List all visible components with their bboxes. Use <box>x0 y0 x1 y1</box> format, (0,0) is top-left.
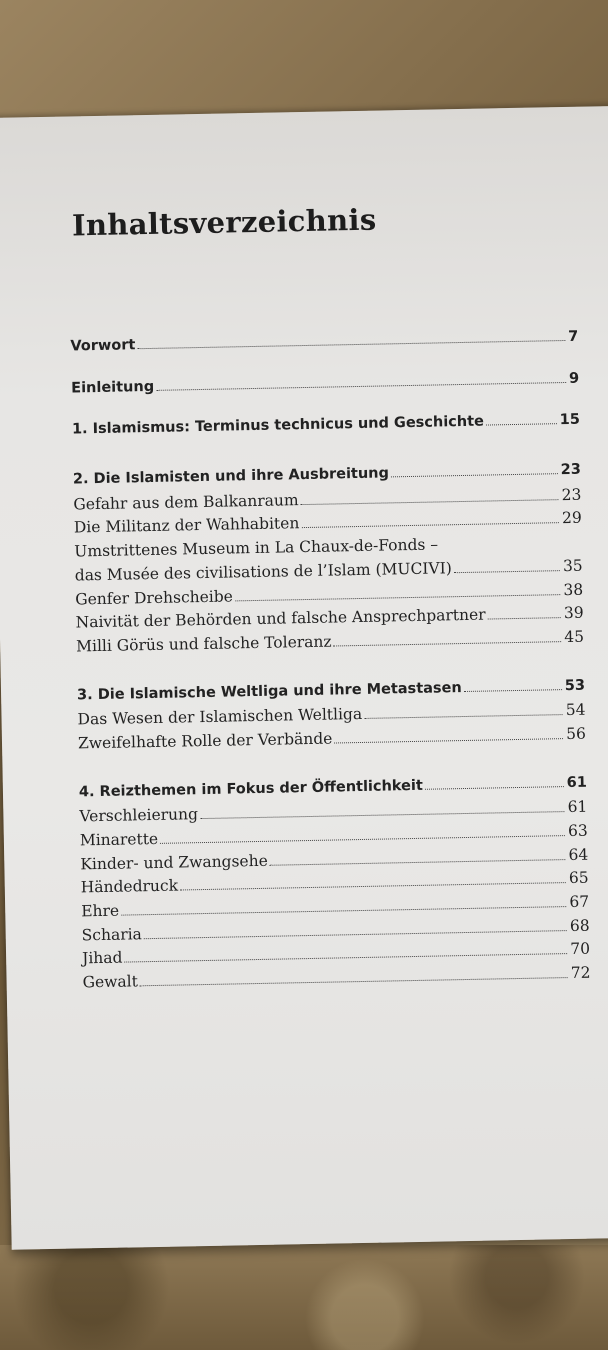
entry-page: 29 <box>561 509 582 528</box>
entry-page: 63 <box>567 821 588 841</box>
leader-dots <box>180 882 566 890</box>
entry-label: Umstrittenes Museum in La Chaux-de-Fonds – <box>74 535 439 561</box>
entry-label: Milli Görüs und falsche Toleranz <box>75 632 332 656</box>
entry-page: 15 <box>559 412 581 429</box>
leader-dots <box>137 340 565 349</box>
entry-label: Scharia <box>81 924 143 945</box>
table-of-contents <box>70 329 591 997</box>
entry-page: 61 <box>566 774 588 791</box>
entry-page: 45 <box>564 627 585 646</box>
entry-page: 9 <box>568 370 580 387</box>
entry-label: 1. Islamismus: Terminus technicus und Geschichte <box>71 413 485 438</box>
leader-dots <box>425 786 564 790</box>
entry-page: 72 <box>570 963 591 983</box>
entry-label: 3. Die Islamische Weltliga und ihre Metastasen <box>76 679 462 703</box>
entry-page: 67 <box>569 892 590 912</box>
leader-dots <box>235 594 561 601</box>
entry-label: das Musée des civilisations de l’Islam (MUCIVI) <box>74 559 452 585</box>
table-surface <box>0 1245 608 1350</box>
leader-dots <box>464 689 562 692</box>
entry-label: Die Militanz der Wahhabiten <box>73 514 300 537</box>
leader-dots <box>391 473 558 477</box>
leader-dots <box>334 641 562 646</box>
entry-page: 70 <box>570 940 591 959</box>
leader-dots <box>160 835 565 844</box>
entry-label: Verschleierung <box>79 805 199 826</box>
entry-label: Zweifelhafte Rolle der Verbände <box>77 729 333 753</box>
entry-page: 64 <box>568 845 589 864</box>
page-title: Inhaltsverzeichnis <box>71 202 377 243</box>
entry-page: 61 <box>567 797 588 817</box>
leader-dots <box>144 930 567 939</box>
entry-page: 23 <box>561 485 582 504</box>
entry-label: Minarette <box>79 829 159 850</box>
leader-dots <box>125 954 568 964</box>
entry-label: Kinder- und Zwangsehe <box>80 851 268 874</box>
book-page <box>0 106 608 1250</box>
entry-label: Jihad <box>81 949 123 968</box>
leader-dots <box>156 382 566 391</box>
entry-label: Ehre <box>81 901 120 921</box>
leader-dots <box>301 499 559 505</box>
entry-label: Genfer Drehscheibe <box>75 586 234 608</box>
leader-dots <box>121 906 566 916</box>
entry-page: 54 <box>565 700 586 720</box>
entry-label: Naivität der Behörden und falsche Ansprechpartner <box>75 605 486 632</box>
entry-label: Gewalt <box>82 972 139 992</box>
entry-page: 68 <box>569 916 590 935</box>
entry-label: 2. Die Islamisten und ihre Ausbreitung <box>72 465 390 488</box>
entry-page: 53 <box>564 677 586 694</box>
entry-page: 56 <box>566 724 587 743</box>
leader-dots <box>486 424 557 426</box>
leader-dots <box>334 738 563 743</box>
entry-label: 4. Reizthemen im Fokus der Öffentlichkeit <box>78 777 423 801</box>
leader-dots <box>200 811 565 819</box>
leader-dots <box>301 523 559 529</box>
entry-page: 38 <box>563 580 584 599</box>
entry-label: Gefahr aus dem Balkanraum <box>73 490 299 514</box>
leader-dots <box>488 617 561 619</box>
leader-dots <box>270 859 566 866</box>
entry-page: 23 <box>560 461 582 479</box>
leader-dots <box>140 977 568 986</box>
leader-dots <box>454 570 560 573</box>
entry-page: 65 <box>568 869 589 888</box>
leader-dots <box>364 714 563 719</box>
entry-page: 35 <box>562 556 583 575</box>
entry-label: Händedruck <box>80 876 179 897</box>
entry-page: 7 <box>568 328 579 345</box>
entry-label: Einleitung <box>71 378 155 397</box>
entry-page: 39 <box>563 603 584 623</box>
entry-label: Vorwort <box>70 337 136 355</box>
entry-label: Das Wesen der Islamischen Weltliga <box>77 705 363 729</box>
